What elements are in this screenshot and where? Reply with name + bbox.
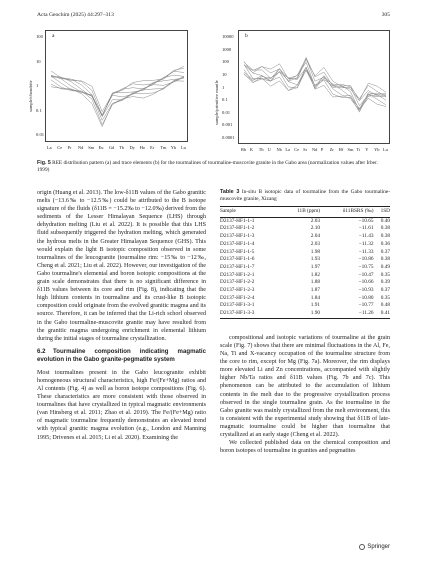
- figure-caption-text: REE distribution pattern (a) and trace elements (b) for the tourmalines of tourmaline-muscovite granite in the Gabo area (normalization values after Irber. 1999): [37, 160, 378, 173]
- table-row: [220, 295, 390, 303]
- x-tick-label: Nd: [77, 145, 84, 150]
- y-tick-label: 0.01: [36, 132, 45, 137]
- x-tick-label: La: [285, 147, 291, 152]
- table-cell: −11.61: [358, 225, 374, 232]
- x-tick-label: Lu: [383, 147, 388, 152]
- y-tick-label: 1: [36, 83, 39, 88]
- section-number: 6.2: [37, 347, 46, 355]
- table-cell: 0.39: [380, 279, 390, 286]
- table-cell: 1.82: [310, 271, 320, 278]
- left-column: [37, 189, 206, 442]
- x-tick-label: Tb: [119, 145, 125, 150]
- x-tick-label: Sr: [303, 147, 308, 152]
- x-tick-label: Hf: [338, 147, 344, 152]
- x-tick-label: P: [320, 147, 324, 152]
- right-column: [220, 189, 390, 455]
- y-tick-label: 10: [36, 58, 41, 64]
- y-tick-label: 100: [36, 34, 43, 39]
- table-row: [220, 233, 390, 241]
- table-cell: 1.97: [310, 263, 320, 270]
- table-row: [220, 241, 390, 249]
- table-row: [220, 279, 390, 287]
- table-cell: 0.37: [380, 287, 390, 294]
- table-row: [220, 249, 390, 257]
- table-cell: 0.41: [374, 310, 390, 318]
- section-title: Tourmaline composition indicating magmatic evolution in the Gabo granite-pegmatite system: [37, 347, 206, 363]
- table-cell: −11.32: [358, 240, 374, 247]
- table-cell: 0.48: [380, 302, 390, 309]
- table-cell: D2137-HF1-1-7: [220, 263, 255, 270]
- y-tick-label: 0.1: [36, 107, 42, 113]
- sample-pattern-line: [51, 75, 184, 115]
- x-tick-label: Ce: [294, 147, 300, 152]
- springer-horse-icon: [359, 544, 365, 550]
- table-row: [220, 302, 390, 310]
- paragraph: We collected published data on the chemical composition and boron isotopes of tourmaline in granites and pegmatites: [220, 440, 390, 455]
- x-tick-label: Er: [150, 145, 155, 150]
- x-tick-label: U: [267, 147, 271, 152]
- trace-element-plot: [239, 31, 391, 145]
- sample-pattern-line: [244, 58, 386, 99]
- table-cell: 2.04: [310, 233, 320, 240]
- table-cell: 1.87: [310, 287, 320, 294]
- table-cell: 1.88: [310, 279, 320, 286]
- paragraph: origin (Huang et al. 2013). The low-δ11B values of the Gabo granitic melts (−13.6‰ to −12.5‰) could be attributed to the B isotope signature of the fluids (δ11B = −15.2‰ to −12.0‰) derived from the sediments of the Lesser Himalayan Sequence (LHS) through dehydration melting (Liu et al. 2022). It is possible that this LHS fluid subsequently triggered the hydration melting, which generated the hydrous melts in the Greater Himalayan Sequence (GHS). This would explain the light B isotopic composition observed in some tourmalines of the leucogranite (tourmaline rim: −15‰ to −12‰, Cheng et al. 2021; Liu et al. 2022). However, our investigation of the Gabo tourmaline's elemental and boron isotopic compositions at the grain scale demonstrates that there is no significant difference in δ11B values between its core and rim (Fig. 8), indicating that the high lithium contents in tourmaline and its crust-like B isotopic composition could originate from the evolved granitic magma and its source. Therefore, it can be inferred that the Li-rich schorl observed in the Gabo tourmaline-muscovite granite may have resulted from the granitic magma undergoing enrichment in elemental lithium during the initial stages of tourmaline crystallization.: [37, 190, 206, 342]
- table-cell: −10.93: [358, 287, 374, 294]
- table-cell: 0.37: [380, 248, 390, 255]
- table-cell: 0.36: [380, 240, 390, 247]
- x-tick-label: Ti: [356, 147, 361, 152]
- x-tick-label: Y: [365, 147, 369, 152]
- x-tick-label: Pr: [67, 145, 72, 150]
- x-tick-label: Zr: [329, 147, 334, 152]
- table-header: δ11BSRS (‰): [320, 207, 374, 218]
- table-cell: 1.91: [310, 302, 320, 309]
- table-cell: 0.35: [380, 271, 390, 278]
- table-cell: −10.65: [358, 217, 374, 224]
- table-cell: −10.86: [358, 256, 374, 263]
- table-cell: 0.38: [380, 256, 390, 263]
- figure-caption: [37, 160, 390, 174]
- table-row: [220, 264, 390, 272]
- table-cell: 1.84: [310, 294, 320, 301]
- table-cell: D2137-HF1-2-1: [220, 271, 255, 278]
- y-tick-label: 0.01: [222, 109, 231, 115]
- table-caption-label: Table 3: [220, 189, 240, 195]
- table-row: [220, 225, 390, 233]
- y-tick-label: 10000: [222, 34, 234, 39]
- table-caption: [220, 189, 390, 203]
- x-tick-label: Eu: [98, 145, 104, 150]
- y-tick-label: 0.0001: [222, 135, 235, 140]
- y-tick-label: 100: [222, 59, 229, 65]
- table-cell: D2137-HF1-2-2: [220, 279, 255, 286]
- panel-letter-a: a: [52, 33, 55, 39]
- y-tick-label: 1: [222, 84, 225, 90]
- table-cell: D2137-HF1-3-1: [220, 302, 255, 309]
- sample-pattern-line: [244, 62, 386, 106]
- x-tick-label: Dy: [129, 145, 135, 150]
- table-header: Sample: [220, 207, 280, 218]
- panel-letter-b: b: [245, 33, 248, 39]
- table-row: [220, 310, 390, 318]
- table-cell: −11.26: [320, 310, 374, 318]
- table-cell: 0.38: [380, 233, 390, 240]
- sample-pattern-line: [244, 58, 386, 100]
- x-tick-label: Sm: [347, 147, 354, 152]
- table-cell: 1.98: [310, 248, 320, 255]
- publisher-footer: [359, 544, 390, 550]
- table-cell: −11.33: [358, 248, 374, 255]
- page-number: 305: [381, 12, 390, 18]
- x-tick-label: Sm: [88, 145, 95, 150]
- table-header: 11B (ppm): [280, 207, 320, 218]
- table-cell: 0.38: [380, 225, 390, 232]
- x-tick-label: K: [249, 147, 254, 152]
- table-cell: D2137-HF1-1-4: [220, 240, 255, 247]
- x-tick-label: Th: [258, 147, 264, 152]
- ree-pattern-plot: [46, 31, 189, 143]
- table-cell: 2.03: [310, 217, 320, 224]
- x-tick-label: Lu: [181, 145, 186, 150]
- ylabel-a: sample/chondrite: [28, 80, 33, 112]
- table-row: [220, 272, 390, 280]
- publisher-name: Springer: [367, 544, 390, 550]
- table-cell: −10.75: [358, 263, 374, 270]
- table-cell: −11.43: [358, 233, 374, 240]
- table-caption-text: In-situ B isotopic data of tourmaline from the Gabo tourmaline-muscovite granite, Xizang: [220, 189, 390, 202]
- figure-5b-chart: [238, 30, 390, 144]
- sample-pattern-line: [51, 76, 184, 120]
- table-cell: −10.77: [358, 302, 374, 309]
- boron-isotope-table: [220, 206, 390, 319]
- sample-pattern-line: [51, 81, 184, 127]
- running-header: Acta Geochim (2025) 44:297–313: [37, 12, 114, 18]
- table-cell: 2.10: [310, 225, 320, 232]
- x-tick-label: Rb: [241, 147, 247, 152]
- table-cell: D2137-HF1-1-5: [220, 248, 255, 255]
- table-cell: 0.49: [380, 263, 390, 270]
- paragraph: compositional and isotopic variations of tourmaline at the grain scale (Fig. 7) shows that there are minimal fluctuations in the Al, Fe, Na, Ti and X-vacancy occupation of the tourmaline structure from the core to rim, except for Mg (Fig. 7a). Moreover, the rim displays more elevated Li and Zn concentrations, accompanied with slightly higher Nb/Ta ratios and δ11B values (Fig. 7b and 7c). This phenomenon can be attributed to the accumulation of lithium contents in the melt due to the progressive crystallization process observed in the single tourmaline grain. As the tourmaline in the Gabo granite was mainly crystallized from the melt environment, this is consistent with the experimental study showing that δ11B of late-magmatic tourmaline could be higher than tourmaline that crystallized at an early stage (Cheng et al. 2022).: [220, 334, 390, 438]
- table-cell: D2137-HF1-1-3: [220, 233, 255, 240]
- table-cell: D2137-HF1-1-2: [220, 225, 255, 232]
- table-cell: −10.47: [358, 271, 374, 278]
- table-cell: −10.80: [358, 294, 374, 301]
- y-tick-label: 1000: [222, 46, 232, 52]
- x-tick-label: Yb: [170, 145, 177, 150]
- table-row: [220, 217, 390, 225]
- x-tick-label: Ho: [139, 145, 146, 150]
- table-row: [220, 287, 390, 295]
- table-cell: D2137-HF1-1-6: [220, 256, 255, 263]
- x-tick-label: Gd: [108, 145, 115, 150]
- x-tick-label: Nd: [312, 147, 318, 152]
- table-cell: D2137-HF1-3-3: [220, 310, 280, 318]
- y-tick-label: 0.001: [222, 122, 233, 128]
- x-tick-label: Nb: [276, 147, 282, 152]
- table-cell: D2137-HF1-2-3: [220, 287, 255, 294]
- table-cell: 2.03: [310, 240, 320, 247]
- figure-caption-label: Fig. 5: [37, 160, 51, 166]
- table-header: 1SD: [374, 207, 390, 218]
- figure-5a-chart: [45, 30, 188, 142]
- table-row: [220, 256, 390, 264]
- table-cell: D2137-HF1-1-1: [220, 217, 255, 224]
- y-tick-label: 0.1: [222, 97, 228, 103]
- ylabel-b: sample/primitive mantle: [214, 80, 219, 125]
- x-tick-label: Yb: [374, 147, 380, 152]
- sample-pattern-line: [51, 68, 184, 115]
- x-tick-label: Tm: [160, 145, 167, 150]
- table-cell: 0.35: [380, 294, 390, 301]
- section-heading: [37, 348, 206, 364]
- table-cell: 1.90: [280, 310, 320, 318]
- x-tick-label: Ce: [57, 145, 63, 150]
- y-tick-label: 10: [222, 71, 227, 77]
- paragraph: Most tourmalines present in the Gabo leucogranite exhibit homogeneous structural characteristics, high Fe/(Fe+Mg) ratios and Al contents (Fig. 4) as well as boron isotope compositions (Fig. 6). These characteristics are more consistent with those observed in tourmalines that have crystallized in typical magmatic environments (van Hinsberg et al. 2011; Zhao et al. 2019). The Fe/(Fe+Mg) ratio of magmatic tourmaline frequently demonstrates an elevated trend with typical granitic magma evolution (e.g., London and Manning 1995; Drivenes et al. 2015; Li et al. 2020). Examining the: [37, 369, 206, 441]
- table-cell: −10.66: [358, 279, 374, 286]
- sample-pattern-line: [51, 75, 184, 116]
- table-cell: 1.93: [310, 256, 320, 263]
- table-cell: D2137-HF1-2-4: [220, 294, 255, 301]
- table-cell: 0.40: [380, 217, 390, 224]
- x-tick-label: La: [47, 145, 52, 150]
